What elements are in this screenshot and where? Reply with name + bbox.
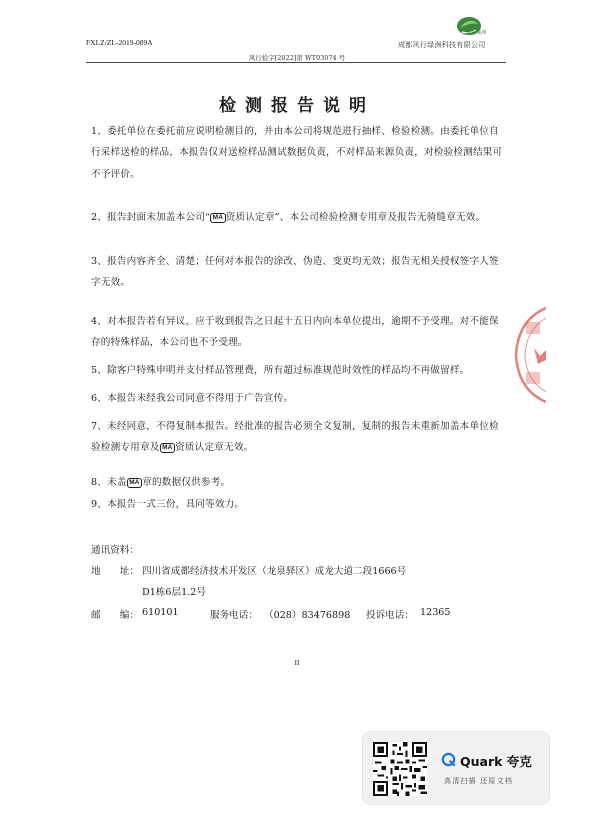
notice-item bbox=[91, 360, 504, 381]
notice-item bbox=[91, 416, 504, 459]
company-logo-icon bbox=[454, 14, 487, 40]
address-line1: 四川省成都经济技术开发区（龙泉驿区）成龙大道二段1666号 bbox=[142, 566, 407, 577]
company-name: 成都风行绿洲科技有限公司 bbox=[398, 41, 486, 49]
contact-title: 通讯资料： bbox=[91, 545, 139, 556]
quark-subtitle: 高清扫描 还原文档 bbox=[444, 777, 514, 785]
notice-item bbox=[91, 251, 504, 294]
notice-item bbox=[91, 121, 504, 185]
notice-text: 6、本报告未经我公司同意不得用于广告宣传。 bbox=[91, 393, 294, 404]
notice-text-continued: 章的数据仅供参考。 bbox=[142, 477, 231, 488]
service-phone: （028）83476898 bbox=[264, 610, 351, 621]
notice-text: 5、除客户特殊申明并支付样品管理费，所有超过标准规范时效性的样品均不再做留样。 bbox=[91, 365, 470, 376]
page-title: 检测报告说明 bbox=[219, 96, 375, 116]
report-number: 风行检字[2022]第 WT03074 号 bbox=[248, 54, 346, 62]
logo-caption: 风行绿洲 bbox=[466, 30, 487, 36]
quark-watermark-card[interactable] bbox=[362, 731, 550, 805]
notice-item bbox=[91, 311, 504, 354]
postcode-label: 邮 编： bbox=[91, 610, 139, 621]
seal-stamp-icon bbox=[512, 300, 546, 410]
header-divider bbox=[86, 62, 506, 63]
address-label: 地 址： bbox=[91, 566, 139, 577]
notice-item bbox=[91, 472, 504, 493]
notice-text: 3、报告内容齐全、清楚；任何对本报告的涂改、伪造、变更均无效；报告无相关授权签字人签字无效。 bbox=[91, 256, 499, 289]
notice-text: 8、未盖 bbox=[91, 477, 127, 488]
page-number: II bbox=[294, 659, 300, 667]
ma-mark-icon: MA bbox=[160, 443, 176, 453]
notice-item bbox=[91, 494, 504, 515]
address-line2: D1栋6层1.2号 bbox=[142, 587, 206, 598]
notice-item bbox=[91, 388, 504, 409]
notice-item bbox=[91, 207, 504, 228]
doc-code: FXLZ/ZL-2019-089A bbox=[86, 38, 153, 47]
quark-logo-icon bbox=[441, 752, 456, 767]
ma-mark-icon: MA bbox=[210, 213, 226, 223]
notice-text: 7、未经同意，不得复制本报告。经批准的报告必须全文复制，复制的报告未重新加盖本单位检验检测专用章及 bbox=[91, 421, 499, 454]
notice-text: 1、委托单位在委托前应说明检测目的，并由本公司将规范进行抽样、检验检测。由委托单位自行采样送检的样品，本报告仅对送检样品测试数据负责，不对样品来源负责，对检验检测结果可不予评价。 bbox=[91, 126, 503, 180]
notice-text: 2、报告封面未加盖本公司“ bbox=[91, 212, 211, 223]
notice-text: 9、本报告一式三份，具同等效力。 bbox=[91, 499, 245, 510]
qr-code-icon[interactable] bbox=[373, 742, 427, 796]
notice-text-continued: 资质认定章无效。 bbox=[175, 442, 254, 454]
complaint-phone: 12365 bbox=[420, 607, 451, 618]
notice-text-continued: 资质认定章”、本公司检验检测专用章及报告无骑缝章无效。 bbox=[225, 212, 486, 223]
quark-brand: Quark 夸克 bbox=[460, 754, 532, 769]
service-phone-label: 服务电话： bbox=[210, 610, 258, 621]
complaint-phone-label: 投诉电话： bbox=[366, 610, 414, 621]
postcode: 610101 bbox=[142, 607, 179, 618]
notice-text: 4、对本报告若有异议，应于收到报告之日起十五日内向本单位提出，逾期不予受理。对不能保存的特殊样品，本公司也不予受理。 bbox=[91, 316, 499, 349]
ma-mark-icon: MA bbox=[127, 478, 143, 488]
